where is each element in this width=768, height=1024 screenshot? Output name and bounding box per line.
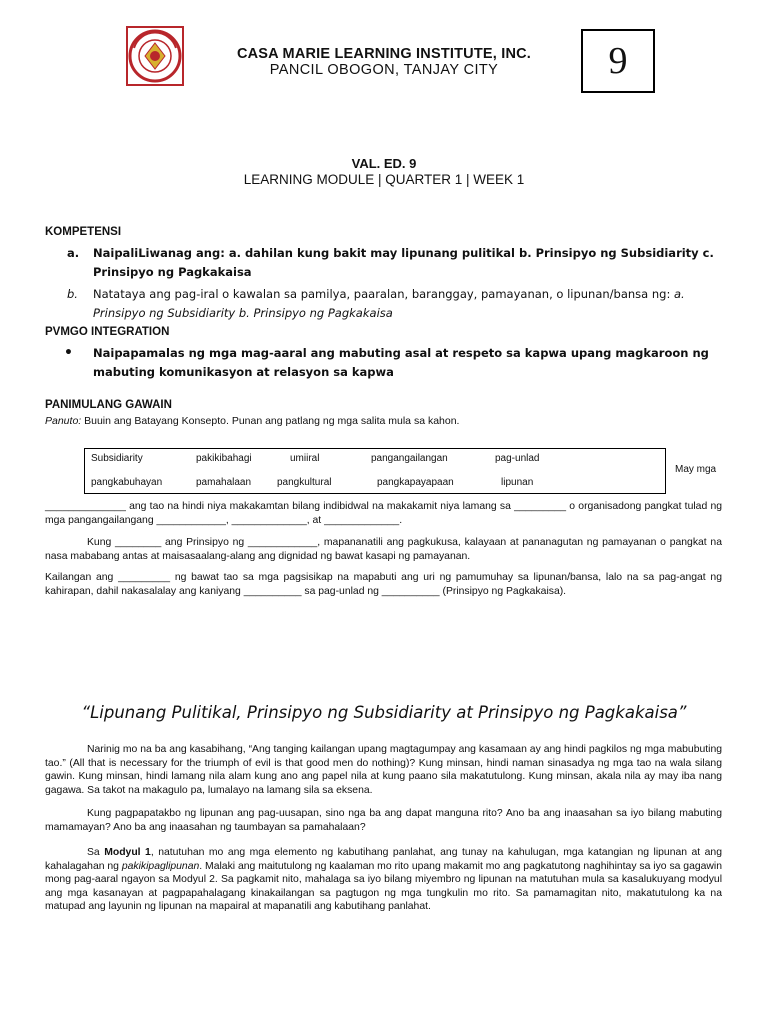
- fill-paragraph-2: Kung ________ ang Prinsipyo ng ____________, mapananatili ang pagkukusa, kalayaan at pananagutan ng pamayanan o pangkat na nasa mababang antas at maisasaalang-alang ang dignidad ng bawat kasapi ng pamayanan.: [45, 537, 722, 562]
- competency-a-mark: a.: [67, 246, 80, 260]
- modyul-1-bold: Modyul 1: [104, 847, 151, 858]
- word-item: pamahalaan: [196, 477, 252, 488]
- panimula-heading: PANIMULANG GAWAIN: [45, 399, 172, 411]
- pvmgo-item: [64, 344, 727, 382]
- panuto-label: Panuto:: [45, 415, 82, 427]
- school-logo: [126, 26, 184, 86]
- panuto-text: Buuin ang Batayang Konsepto. Punan ang patlang ng mga salita mula sa kahon.: [81, 415, 460, 427]
- word-item: pangkultural: [277, 477, 332, 488]
- grade-badge: 9: [581, 29, 655, 93]
- body-paragraph-1: Narinig mo na ba ang kasabihang, “Ang tanging kailangan upang magtagumpay ang kasamaan ay ang hindi pagkilos ng mga mabubuting tao.” (All that is necessary for the triumph of evil is that good men do nothing)? Kung minsan, hindi naman sinasadya ng mga tao na wala silang gawin. Kung minsan, hindi lamang nila alam kung ano ang papel nila at kung paano sila makatutulong. Kung minsan, akala nila ay may iba nang gagawa. Sa takot na makagulo pa, lumalayo na lamang sila sa eksena.: [45, 744, 722, 796]
- word-item: pag-unlad: [495, 453, 540, 464]
- b3-a: Sa: [87, 847, 105, 858]
- panuto: [45, 415, 459, 427]
- word-item: Subsidiarity: [91, 453, 143, 464]
- competency-b-mark: b.: [67, 287, 78, 301]
- body-paragraph-3: [45, 846, 722, 914]
- word-item: lipunan: [501, 477, 534, 488]
- institute-name: CASA MARIE LEARNING INSTITUTE, INC.: [236, 46, 532, 62]
- bullet-icon: •: [64, 345, 73, 361]
- institute-address: PANCIL OBOGON, TANJAY CITY: [269, 62, 499, 78]
- b3-b: , natutuhan mo ang mga elemento ng kabutihang panlahat, ang tunay na kahulugan, mga katangian ng lipunan at ang kahalagahan ng: [45, 847, 722, 872]
- competency-b: [67, 285, 727, 323]
- body-paragraph-2: Kung pagpapatakbo ng lipunan ang pag-uusapan, sino nga ba ang dapat manguna rito? Ano ba ang inaasahan sa iyo bilang mabuting mamamayan? Ano ba ang inaasahan ng taumbayan sa pamahalaan?: [45, 808, 722, 833]
- fill-paragraph-1: ______________ ang tao na hindi niya makakamtan bilang indibidwal na makakamit niya lamang sa _________ o organisadong pangkat tulad ng mga pangangailangang ____________, _____________, at _____________.: [45, 501, 722, 526]
- word-item: pangkabuhayan: [91, 477, 163, 488]
- module-line: LEARNING MODULE | QUARTER 1 | WEEK 1: [243, 172, 525, 187]
- may-mga-text: May mga: [675, 464, 717, 475]
- b3-c: . Malaki ang maitutulong ng kaalaman mo rito upang makamit mo ang pagkatutong naghihintay sa iyo sa gagawin mong pag-aaral ngayon sa Modyul 2. Sa pagkamit nito, mahalaga sa iyo bilang miyembro ng lipunan na matutuhan mula sa kasalukuyang modyul ang mga kasanayan at pagpapahalagang kinakailangan sa pagtugon ng mga tungkulin mo rito. Sa pamamagitan nito, makatutulong ka na matupad ang layunin ng lipunan na mapairal at mapanatili ang kabutihang panlahat.: [45, 860, 723, 912]
- word-item: umiiral: [290, 453, 320, 464]
- competency-b-italic: a. Prinsipyo ng Subsidiarity b. Prinsipyo ng Pagkakaisa: [93, 287, 685, 320]
- competency-a-text: NaipaliLiwanag ang: a. dahilan kung bakit may lipunang pulitikal b. Prinsipyo ng Subsidiarity c. Prinsipyo ng Pagkakaisa: [93, 246, 714, 279]
- competency-a: [67, 244, 727, 282]
- word-item: pangangailangan: [371, 453, 448, 464]
- fill-paragraph-3: Kailangan ang _________ ng bawat tao sa mga pagsisikap na mapabuti ang uri ng pamumuhay sa lipunan/bansa, lalo na sa pag-angat ng kahirapan, dahil nakasalalay ang kaniyang __________ sa pag-unlad ng __________ (Prinsipyo ng Pagkakaisa).: [45, 572, 722, 597]
- lesson-title: “Lipunang Pulitikal, Prinsipyo ng Subsidiarity at Prinsipyo ng Pagkakaisa”: [81, 703, 687, 722]
- pvmgo-heading: PVMGO INTEGRATION: [45, 326, 170, 338]
- competency-b-text: Natataya ang pag-iral o kawalan sa pamilya, paaralan, baranggay, pamayanan, o lipunan/bansa ng:: [93, 287, 674, 301]
- subject-title: VAL. ED. 9: [351, 156, 417, 171]
- pakikipaglipunan-italic: pakikipaglipunan: [121, 860, 200, 872]
- word-box: [84, 448, 666, 494]
- word-item: pangkapayapaan: [377, 477, 454, 488]
- pvmgo-text: Naipapamalas ng mga mag-aaral ang mabuting asal at respeto sa kapwa upang magkaroon ng mabuting komunikasyon at relasyon sa kapwa: [93, 346, 709, 379]
- kompetensi-heading: KOMPETENSI: [45, 226, 122, 238]
- word-item: pakikibahagi: [196, 453, 252, 464]
